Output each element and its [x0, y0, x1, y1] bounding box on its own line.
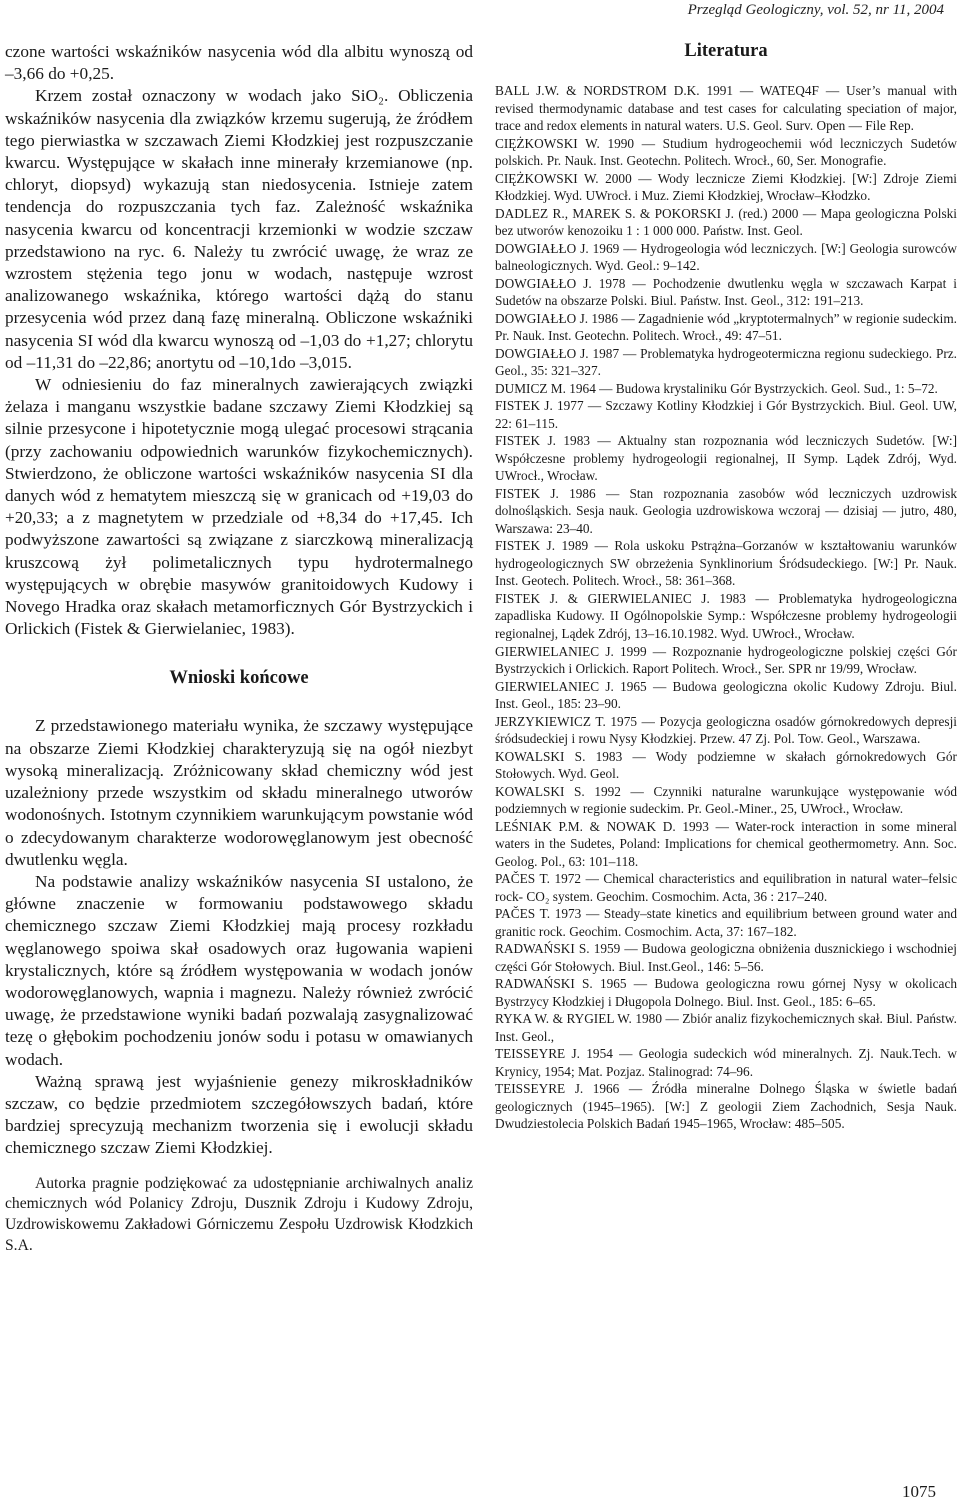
conclusion-paragraph: Z przedstawionego materiału wynika, że szczawy występujące na obszarze Ziemi Kłodzkiej charakteryzują się na ogół niezbyt wysoką mineralizacją. Zróżnicowany skład chemiczny wód jest uzależniony przede wszystkim od składu mineralnego utworów wodonośnych. Istotnym czynnikiem warunkującym powstanie wód o zdecydowanym charakterze wodorowęglanowym jest obecność dwutlenku węgla. [5, 716, 473, 869]
reference-entry: KOWALSKI S. 1992 — Czynniki naturalne warunkujące występowanie wód podziemnych w regionie sudeckim. Pr. Geol.-Miner., 25, UWrocł., Wrocław. [495, 783, 957, 817]
reference-entry: DOWGIAŁŁO J. 1987 — Problematyka hydrogeotermiczna regionu sudeckiego. Prz. Geol., 35: 321–327. [495, 345, 957, 379]
reference-entry: FISTEK J. 1989 — Rola uskoku Pstrążna–Gorzanów w kształtowaniu warunków hydrogeologicznych SW obrzeżenia Synklinorium Śródsudeckiego. [W:] Pr. Nauk. Inst. Geotech. Politech. Wrocł., 58: 361–368. [495, 538, 957, 589]
reference-entry: DOWGIAŁŁO J. 1978 — Pochodzenie dwutlenku węgla w szczawach Karpat i Sudetów na obszarze Polski. Biul. Państw. Inst. Geol., 312: 191–213. [495, 275, 957, 309]
reference-entry: DOWGIAŁŁO J. 1986 — Zagadnienie wód „kryptotermalnych” w regionie sudeckim. Pr. Nauk. Inst. Geotechn. Politech. Wrocł., 49: 47–51. [495, 310, 957, 344]
reference-entry: DUMICZ M. 1964 — Budowa krystaliniku Gór Bystrzyckich. Geol. Sud., 1: 5–72. [495, 380, 938, 396]
acknowledgement: Autorka pragnie podziękować za udostępnianie archiwalnych analiz chemicznych wód Polanicy Zdroju, Dusznik Zdroju i Kudowy Zdroju, Uzdrowiskowemu Zakładowi Górniczemu Zespołu Uzdrowisk Kłodzkich S.A. [5, 1174, 473, 1254]
reference-entry: KOWALSKI S. 1983 — Wody podziemne w skałach górnokredowych Gór Stołowych. Wyd. Geol. [495, 748, 957, 782]
reference-entry: FISTEK J. 1986 — Stan rozpoznania zasobów wód leczniczych uzdrowisk dolnośląskich. Sesja nauk. Geologia uzdrowiskowa wczoraj — dzisiaj — jutro, 480, Warszawa: 23–40. [495, 485, 957, 536]
reference-entry: JERZYKIEWICZ T. 1975 — Pozycja geologiczna osadów górnokredowych depresji śródsudeckiej i rowu Nysy Kłodzkiej. Przew. 47 Zj. Pol. Tow. Geol., Warszawa. [495, 713, 957, 747]
conclusion-paragraph: Na podstawie analizy wskaźników nasycenia SI ustalono, że główne znaczenie w formowaniu podstawowego składu chemicznego szczaw Ziemi Kłodzkiej mają procesy rozkładu węglanowego spoiwa skał osadowych oraz ługowania wapieni krystalicznych, które są źródłem występowania w wodach jonów wodorowęglanowych, wapnia i magnezu. Należy również zwrócić uwagę, że przedstawione wyniki badań pozwalają zasygnalizować tezę o głębokim pochodzeniu jonów sodu i potasu w omawianych wodach. [5, 871, 473, 1069]
reference-entry: RADWAŃSKI S. 1965 — Budowa geologiczna rowu górnej Nysy w okolicach Bystrzycy Kłodzkiej i Długopola Dolnego. Biul. Inst. Geol., 185: 6–65. [495, 976, 957, 1009]
journal-header: Przegląd Geologiczny, vol. 52, nr 11, 2004 [687, 2, 944, 18]
conclusion-paragraph: Ważną sprawą jest wyjaśnienie genezy mikroskładników szczaw, co będzie przedmiotem szczegółowszych badań, które bardziej sprecyzują mechanizm tworzenia się i ewolucji składu chemicznego szczaw Ziemi Kłodzkiej. [5, 1071, 473, 1158]
reference-entry: TEISSEYRE J. 1966 — Źródła mineralne Dolnego Śląska w świetle badań geologicznych (1945–1965). [W:] Z geologii Ziem Zachodnich, Sesja Nauk. Dwudziestolecia Polskich Badań 1945–1965, Wrocław: 485–505. [495, 1081, 957, 1132]
section-title: Wnioski końcowe [169, 668, 309, 689]
reference-entry: LEŚNIAK P.M. & NOWAK D. 1993 — Water-rock interaction in some mineral waters in the Sudetes, Poland: Implications for chemical geothermometry. Ann. Soc. Geolog. Pol., 63: 101–118. [495, 818, 957, 869]
page-number: 1075 [902, 1482, 936, 1501]
reference-entry: DADLEZ R., MAREK S. & POKORSKI J. (red.) 2000 — Mapa geologiczna Polski bez utworów kenozoiku 1 : 1 000 000. Państw. Inst. Geol. [495, 205, 957, 239]
body-paragraph: czone wartości wskaźników nasycenia wód dla albitu wynoszą od –3,66 do +0,25. [5, 42, 473, 84]
reference-entry: GIERWIELANIEC J. 1965 — Budowa geologiczna okolic Kudowy Zdroju. Biul. Inst. Geol., 185: 23–90. [495, 678, 957, 712]
reference-entry: CIĘŻKOWSKI W. 2000 — Wody lecznicze Ziemi Kłodzkiej. [W:] Zdroje Ziemi Kłodzkiej. Wyd. UWrocł. i Muz. Ziemi Kłodzkiej, Wrocław–Kłodzko. [495, 170, 957, 204]
reference-entry: RYKA W. & RYGIEL W. 1980 — Zbiór analiz fizykochemicznych skał. Biul. Państw. Inst. Geol., [495, 1011, 957, 1044]
reference-entry: TEISSEYRE J. 1954 — Geologia sudeckich wód mineralnych. Zj. Nauk.Tech. w Krynicy, 1954; Mat. Pozjaz. Stalinograd: 74–96. [495, 1046, 957, 1079]
reference-entry: CIĘŻKOWSKI W. 1990 — Studium hydrogeochemii wód leczniczych Sudetów polskich. Pr. Nauk. Inst. Geotechn. Politech. Wrocł., 60, Ser. Monografie. [495, 135, 957, 169]
body-paragraph: W odniesieniu do faz mineralnych zawierających związki żelaza i manganu wszystkie badane szczawy Ziemi Kłodzkiej są silnie przesycone i hipotetycznie mogą ulegać procesowi strącania (przy zachowaniu odpowiednich warunków fizykochemicznych). Stwierdzono, że obliczone wartości wskaźników nasycenia SI dla danych wód z hematytem mieszczą się w granicach od +19,03 do +20,33; a z magnetytem w przedziale od +8,34 do +17,45. Ich podwyższone zawartości są związane z siarczkową mineralizacją kruszcową żył polimetalicznych typu hydrotermalnego występujących w obrębie masywów granitoidowych Kudowy i Novego Hradka oraz skałach metamorficznych Gór Bystrzyckich i Orlickich (Fistek & Gierwielaniec, 1983). [5, 375, 473, 639]
reference-entry: GIERWIELANIEC J. 1999 — Rozpoznanie hydrogeologiczne polskiej części Gór Bystrzyckich i Orlickich. Raport Politech. Wrocł., Ser. SPR nr 19/99, Wrocław. [495, 643, 957, 677]
reference-entry: FISTEK J. 1983 — Aktualny stan rozpoznania wód leczniczych Sudetów. [W:] Współczesne problemy hydrogeologii regionalnej, II Symp. Lądek Zdrój, Wyd. UWrocł., Wrocław. [495, 433, 957, 484]
reference-entry: PAČES T. 1973 — Steady–state kinetics and equilibrium between ground water and granitic rock. Geochim. Cosmochim. Acta, 37: 167–182. [495, 906, 957, 939]
references-list [495, 82, 957, 1133]
references-title: Literatura [684, 41, 768, 61]
reference-entry: PAČES T. 1972 — Chemical characteristics and equilibration in natural water–felsic rock- CO₂ system. Geochim. Cosmochim. Acta, 36 : 217–240. [495, 871, 957, 904]
reference-entry: RADWAŃSKI S. 1959 — Budowa geologiczna obniżenia dusznickiego i wschodniej części Gór Stołowych. Biul. Inst.Geol., 146: 5–56. [495, 941, 957, 974]
reference-entry: FISTEK J. & GIERWIELANIEC J. 1983 — Problematyka hydrogeologiczna zapadliska Kudowy. II Ogólnopolskie Symp.: Współczesne problemy hydrogeologii regionalnej, Lądek Zdrój, 13–16.10.1982. Wyd. UWrocł., Wrocław. [495, 590, 957, 641]
right-column [495, 41, 957, 1133]
left-column [5, 41, 473, 1257]
reference-entry: BALL J.W. & NORDSTROM D.K. 1991 — WATEQ4F — User’s manual with revised thermodynamic database and test cases for calculating speciation of major, trace and redox elements in natural waters. U.S. Geol. Surv. Open — File Rep. [495, 83, 957, 134]
reference-entry: DOWGIAŁŁO J. 1969 — Hydrogeologia wód leczniczych. [W:] Geologia surowców balneologicznych. Wyd. Geol.: 9–142. [495, 240, 957, 274]
reference-entry: FISTEK J. 1977 — Szczawy Kotliny Kłodzkiej i Gór Bystrzyckich. Biul. Geol. UW, 22: 61–115. [495, 398, 957, 431]
body-paragraph: Krzem został oznaczony w wodach jako SiO₂. Obliczenia wskaźników nasycenia dla związków krzemu sugerują, że źródłem tego pierwiastka w szczawach Ziemi Kłodzkiej jest rozpuszczanie kwarcu. Występujące w skałach inne minerały krzemianowe (np. chloryt, diopsyd) wykazują stan niedosycenia. Istnieje zatem tendencja do rozpuszczania tych faz. Zależność wskaźnika nasycenia kwarcu od koncentracji krzemionki w wodzie szczaw przedstawiono na ryc. 6. Należy tu zwrócić uwagę, że wraz ze wzrostem stężenia tego jonu w wodach, następuje wzrost analizowanego wskaźnika, którego wartości dążą do stanu przesycenia wód przez daną fazę mineralną. Obliczone wskaźniki nasycenia SI wód dla kwarcu wynoszą od –1,03 do +1,27; chlorytu od –11,31 do –22,86; anortytu od –10,1do –3,015. [5, 86, 473, 372]
